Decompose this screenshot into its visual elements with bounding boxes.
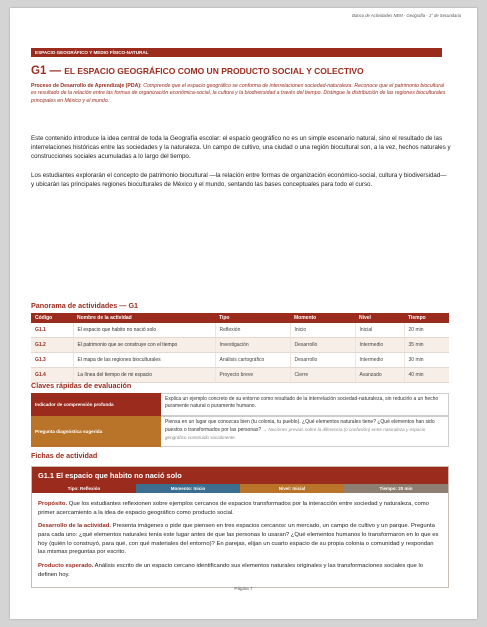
cell-name: El patrimonio que se construye con el tiempo — [73, 338, 215, 353]
panorama-heading: Panorama de actividades — G1 — [31, 301, 139, 310]
cell-code: G1.1 — [31, 323, 73, 338]
clave-row — [31, 416, 449, 447]
card-title: G1.1 El espacio que habito no nació solo — [32, 467, 448, 484]
cell-time: 35 min — [404, 338, 449, 353]
table-header-row — [31, 313, 449, 323]
title-text: EL ESPACIO GEOGRÁFICO COMO UN PRODUCTO SOCIAL Y COLECTIVO — [64, 66, 364, 76]
cell-type: Análisis cartográfico — [215, 353, 290, 368]
cell-code: G1.4 — [31, 368, 73, 383]
cell-code: G1.3 — [31, 353, 73, 368]
cell-name: El espacio que habito no nació solo — [73, 323, 215, 338]
cell-moment: Cierre — [290, 368, 355, 383]
pda-paragraph — [31, 83, 449, 105]
fichas-heading: Fichas de actividad — [31, 451, 98, 460]
claves-heading: Claves rápidas de evaluación — [31, 381, 132, 390]
clave-row — [31, 393, 449, 416]
tag-level: Nivel: Inicial — [240, 484, 344, 493]
page-title — [31, 65, 461, 78]
card-purpose-label: Propósito. — [38, 501, 68, 507]
column-header: Nombre de la actividad — [73, 313, 215, 323]
cell-type: Proyecto breve — [215, 368, 290, 383]
table-row — [31, 323, 449, 338]
clave-main-text: Piensa en un lugar que conozcas bien (tu colonia, tu pueblo). ¿Qué elementos naturales tiene? ¿Qué elementos han sido puestos o transformados por las personas? — [165, 419, 435, 433]
cell-level: Intermedio — [355, 353, 404, 368]
card-purpose-text: Que los estudiantes reflexionen sobre ejemplos cercanos de espacios transformados por la interacción entre sociedad y naturaleza, como primer acercamiento a la idea de espacio geográfico como producto social. — [38, 501, 429, 516]
cell-code: G1.2 — [31, 338, 73, 353]
card-product-label: Producto esperado. — [38, 563, 94, 569]
card-development — [38, 522, 440, 557]
tag-moment: Momento: Inicio — [136, 484, 240, 493]
cell-time: 20 min — [404, 323, 449, 338]
card-product — [38, 562, 440, 580]
intro-paragraph-2: Los estudiantes explorarán el concepto de patrimonio biocultural —la relación entre formas de organización económico-social, cultura y biodiversidad— y ubicarán las principales regiones bioculturales de México y el mundo, sentando las bases conceptuales para todo el curso. — [31, 172, 447, 189]
cell-moment: Desarrollo — [290, 338, 355, 353]
card-development-text: Presenta imágenes o pide que piensen en tres espacios cercanos: un mercado, un campo de cultivo y un parque. Pregunta para cada uno: ¿qué elementos naturales tenía este lugar antes de que las personas lo usaran? ¿Qué elementos humanos lo transformaron en lo que es hoy (quién lo construyó, para qué, con qué materiales del entorno)? En parejas, elijan un cuarto espacio de su propia colonia o comunidad y respondan las mismas preguntas por escrito. — [38, 523, 439, 556]
activity-card — [31, 466, 449, 588]
card-development-label: Desarrollo de la actividad. — [38, 523, 112, 529]
cell-moment: Desarrollo — [290, 353, 355, 368]
table-row — [31, 353, 449, 368]
section-band: ESPACIO GEOGRÁFICO Y MEDIO FÍSICO-NATURAL — [31, 48, 442, 57]
claves-table — [31, 393, 449, 447]
clave-label: Pregunta diagnóstica sugerida — [31, 416, 161, 447]
cell-type: Investigación — [215, 338, 290, 353]
cell-type: Reflexión — [215, 323, 290, 338]
cell-name: La línea del tiempo de mi espacio — [73, 368, 215, 383]
clave-main-text: Explica un ejemplo concreto de su entorno como resultado de la interrelación sociedad-naturaleza, sin reducirlo a un hecho puramente natural o puramente humano. — [165, 396, 439, 409]
column-header: Nivel — [355, 313, 404, 323]
cell-level: Inicial — [355, 323, 404, 338]
cell-time: 40 min — [404, 368, 449, 383]
cell-level: Avanzado — [355, 368, 404, 383]
running-header: Banco de Actividades NEM · Geografía · 1° de Secundaria — [352, 13, 461, 18]
column-header: Código — [31, 313, 73, 323]
clave-label: Indicador de comprensión profunda — [31, 393, 161, 416]
cell-level: Intermedio — [355, 338, 404, 353]
page-number: Página 7 — [234, 586, 253, 591]
tag-time: Tiempo: 20 min — [344, 484, 448, 493]
intro-paragraph-1: Este contenido introduce la idea central de toda la Geografía escolar: el espacio geográfico no es un simple escenario natural, sino el resultado de las interrelaciones históricas entre las sociedades y la naturaleza. Un campo de cultivo, una ciudad o una región biocultural son, a la vez, hechos naturales y construcciones sociales acumuladas a lo largo del tiempo. — [31, 135, 451, 161]
column-header: Tipo — [215, 313, 290, 323]
card-purpose — [38, 500, 440, 518]
cell-time: 30 min — [404, 353, 449, 368]
clave-text — [161, 393, 449, 416]
column-header: Tiempo — [404, 313, 449, 323]
title-code: G1 — — [31, 65, 62, 77]
clave-note: → Nociones previas sobre la diferencia (o confusión) entre naturaleza y espacio geográfico construido socialmente. — [165, 427, 426, 440]
cell-moment: Inicio — [290, 323, 355, 338]
cell-name: El mapa de las regiones bioculturales — [73, 353, 215, 368]
pda-label: Proceso de Desarrollo de Aprendizaje (PDA): — [31, 83, 142, 89]
column-header: Momento — [290, 313, 355, 323]
activities-table — [31, 313, 449, 383]
card-product-text: Análisis escrito de un espacio cercano identificando sus elementos naturales originales y las transformaciones sociales que lo definen hoy. — [38, 563, 424, 578]
clave-text — [161, 416, 449, 447]
card-tags — [32, 484, 448, 493]
document-page — [10, 8, 477, 619]
table-row — [31, 338, 449, 353]
tag-type: Tipo: Reflexión — [32, 484, 136, 493]
pda-text: Comprende que el espacio geográfico se conforma de interrelaciones sociedad-naturaleza. Reconoce que el patrimonio biocultural es resultado de la relación entre las formas de organización económica-social, la cultura y la biodiversidad a través del tiempo. Distingue la distribución de las regiones bioculturales principales en México y el mundo. — [31, 83, 446, 104]
